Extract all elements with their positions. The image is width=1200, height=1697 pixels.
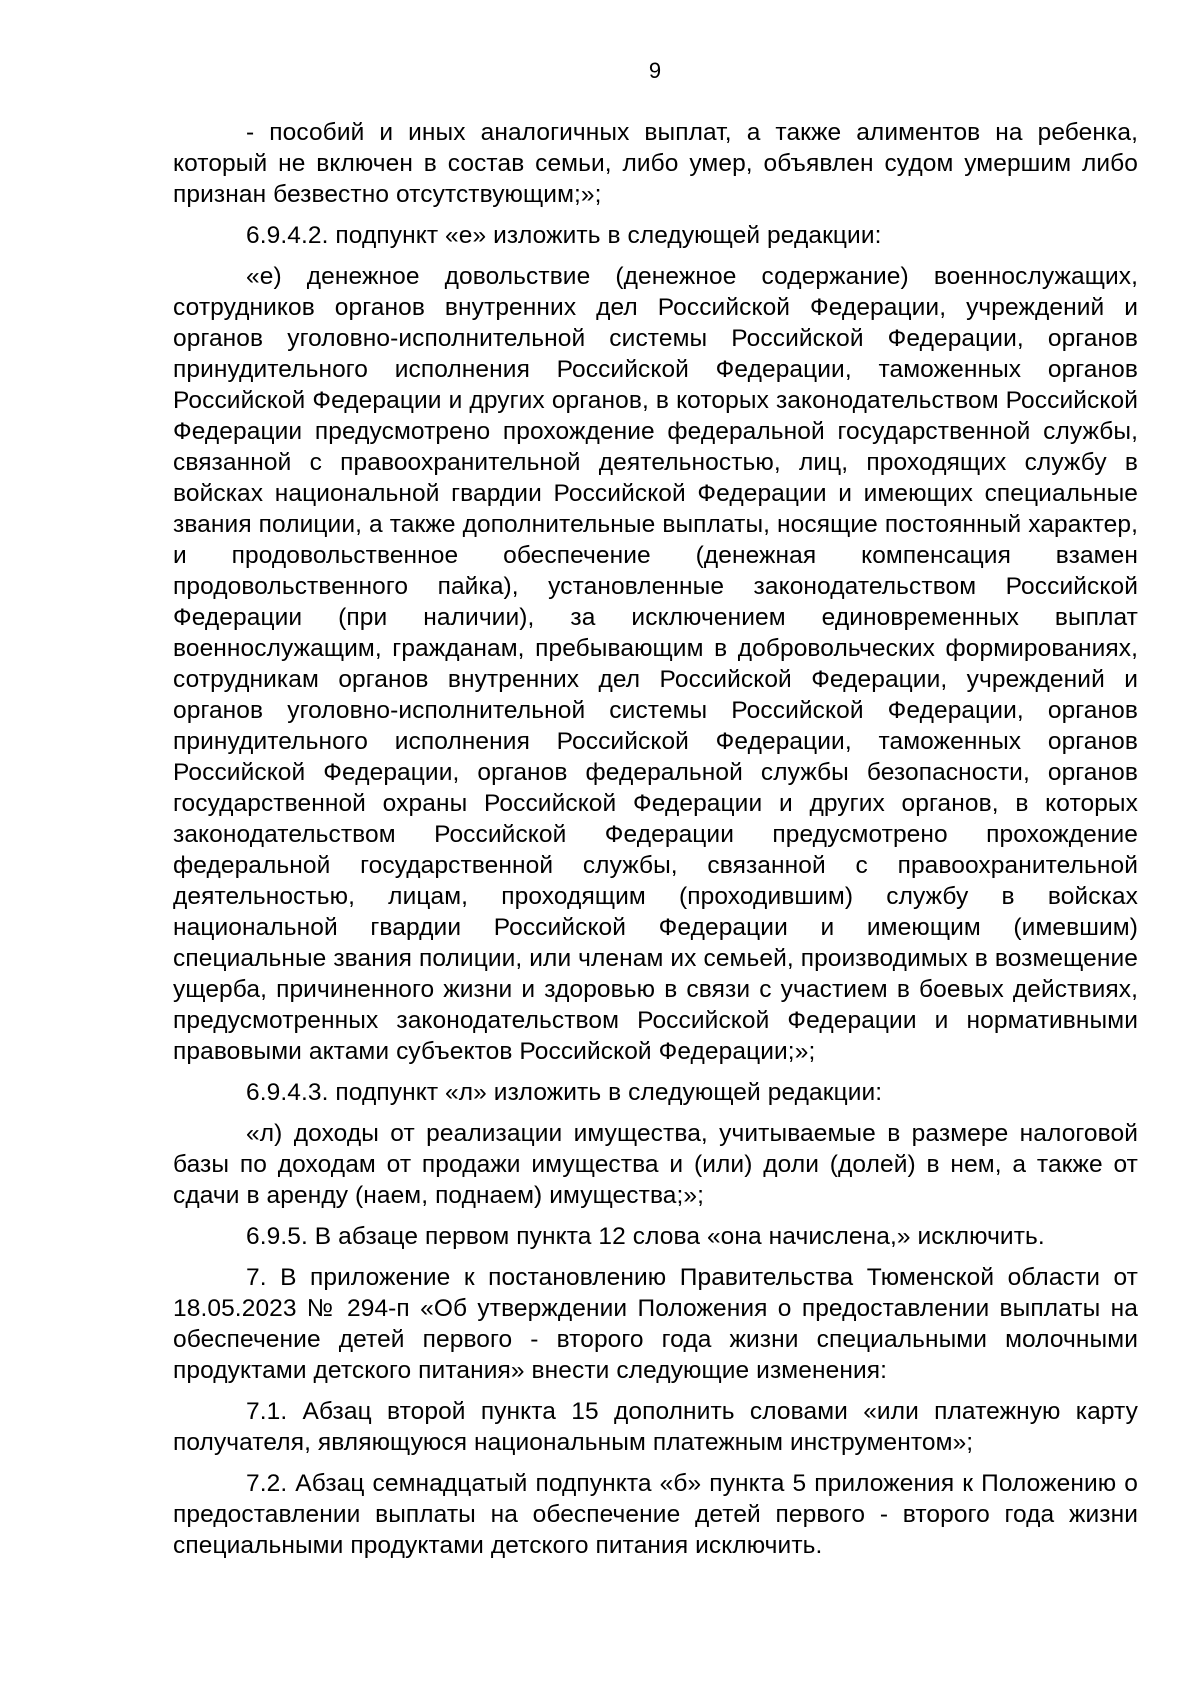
paragraph-benefits-clause: - пособий и иных аналогичных выплат, а также алиментов на ребенка, который не включен в состав семьи, либо умер, объявлен судом умершим либо признан безвестно отсутствующим;»; <box>173 119 1138 208</box>
paragraph-6-9-4-2: 6.9.4.2. подпункт «е» изложить в следующей редакции: <box>246 222 882 249</box>
paragraph-6-9-5: 6.9.5. В абзаце первом пункта 12 слова «она начислена,» исключить. <box>246 1223 1045 1250</box>
paragraph-7-1: 7.1. Абзац второй пункта 15 дополнить словами «или платежную карту получателя, являющуюся национальным платежным инструментом»; <box>173 1398 1138 1456</box>
paragraph-subpoint-e: «е) денежное довольствие (денежное содержание) военнослужащих, сотрудников органов внутренних дел Российской Федерации, учреждений и органов уголовно-исполнительной системы Российской Федерации, органов принудительного исполнения Российской Федерации, таможенных органов Российской Федерации и других органов, в которых законодательством Российской Федерации предусмотрено прохождение федеральной государственной службы, связанной с правоохранительной деятельностью, лиц, проходящих службу в войсках национальной гвардии Российской Федерации и имеющих специальные звания полиции, а также дополнительные выплаты, носящие постоянный характер, и продовольственное обеспечение (денежная компенсация взамен продовольственного пайка), установленные законодательством Российской Федерации (при наличии), за исключением единовременных выплат военнослужащим, гражданам, пребывающим в добровольческих формированиях, сотрудникам органов внутренних дел Российской Федерации, учреждений и органов уголовно-исполнительной системы Российской Федерации, органов принудительного исполнения Российской Федерации, таможенных органов Российской Федерации, органов федеральной службы безопасности, органов государственной охраны Российской Федерации и других органов, в которых законодательством Российской Федерации предусмотрено прохождение федеральной государственной службы, связанной с правоохранительной деятельностью, лицам, проходящим (проходившим) службу в войсках национальной гвардии Российской Федерации и имеющим (имевшим) специальные звания полиции, или членам их семьей, производимых в возмещение ущерба, причиненного жизни и здоровью в связи с участием в боевых действиях, предусмотренных законодательством Российской Федерации и нормативными правовыми актами субъектов Российской Федерации;»; <box>173 263 1138 1065</box>
document-body <box>173 117 1138 1561</box>
paragraph-7: 7. В приложение к постановлению Правительства Тюменской области от 18.05.2023 № 294-п «Об утверждении Положения о предоставлении выплаты на обеспечение детей первого - второго года жизни специальными молочными продуктами детского питания» внести следующие изменения: <box>173 1264 1138 1384</box>
paragraph-6-9-4-3: 6.9.4.3. подпункт «л» изложить в следующей редакции: <box>246 1079 883 1106</box>
paragraph-7-2: 7.2. Абзац семнадцатый подпункта «б» пункта 5 приложения к Положению о предоставлении выплаты на обеспечение детей первого - второго года жизни специальными продуктами детского питания исключить. <box>173 1470 1138 1559</box>
paragraph-subpoint-l: «л) доходы от реализации имущества, учитываемые в размере налоговой базы по доходам от продажи имущества и (или) доли (долей) в нем, а также от сдачи в аренду (наем, поднаем) имущества;»; <box>173 1120 1138 1209</box>
page-number: 9 <box>648 58 662 83</box>
